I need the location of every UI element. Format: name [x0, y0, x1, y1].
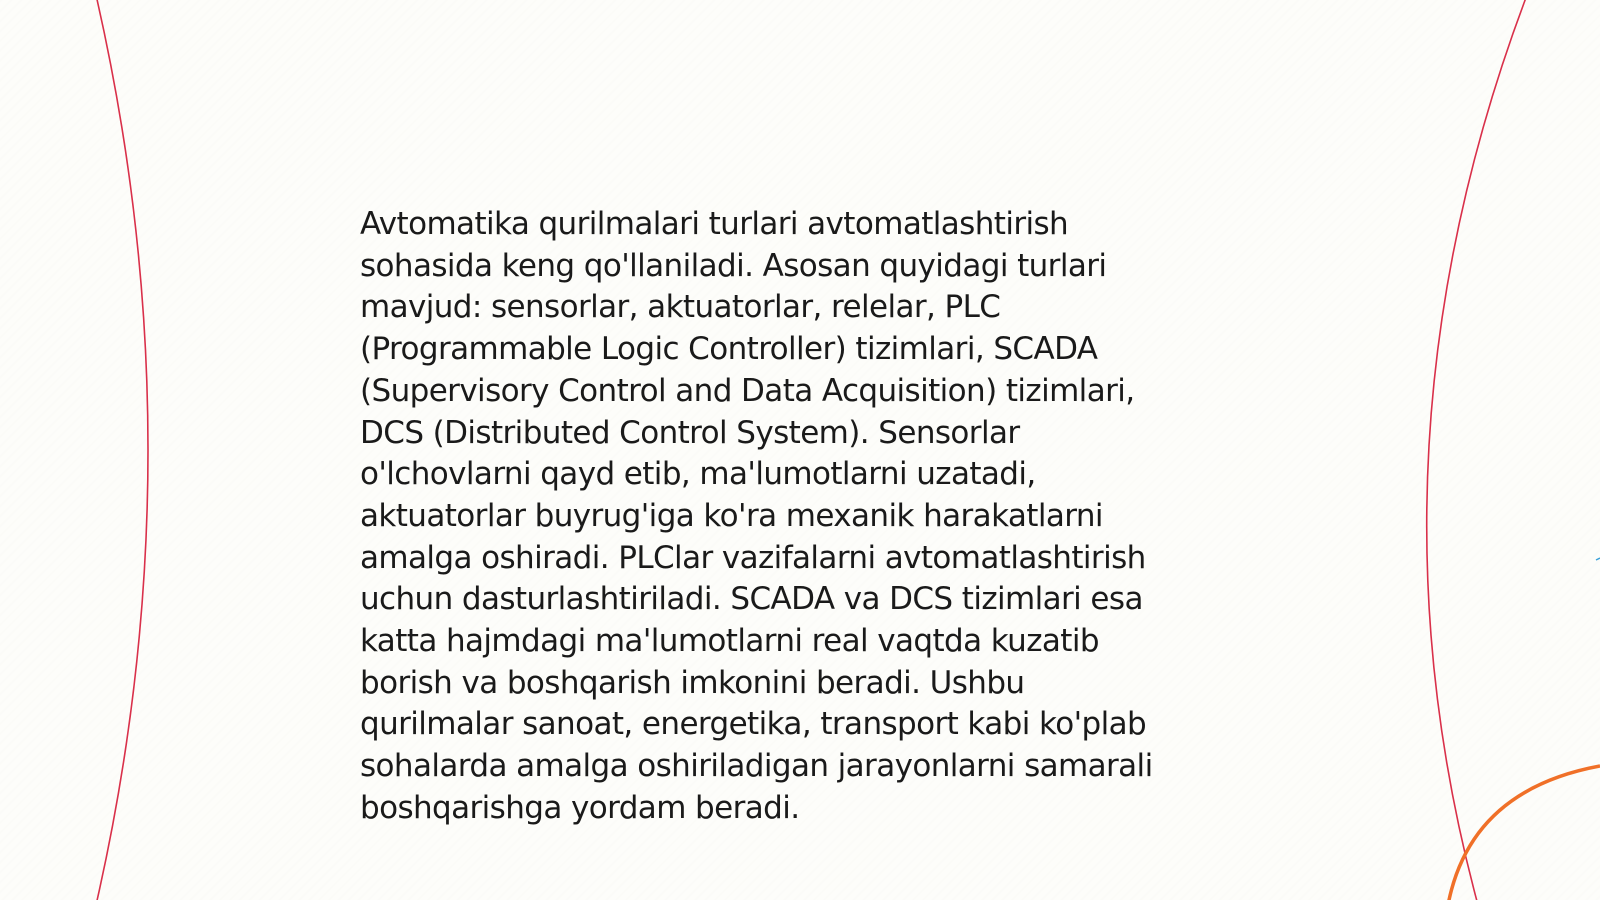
blue-accent-mark: [1596, 558, 1600, 560]
slide-body-text: Avtomatika qurilmalari turlari avtomatlashtirish sohasida keng qo'llaniladi. Asosan quyidagi turlari mavjud: sensorlar, aktuatorlar, relelar, PLC (Programmable Logic Controller) tizimlari, SCADA (Supervisory Control and Data Acquisition) tizimlari, DCS (Distributed Control System). Sensorlar o'lchovlarni qayd etib, ma'lumotlarni uzatadi, aktuatorlar buyrug'iga ko'ra mexanik harakatlarni amalga oshiradi. PLClar vazifalarni avtomatlashtirish uchun dasturlashtiriladi. SCADA va DCS tizimlari esa katta hajmdagi ma'lumotlarni real vaqtda kuzatib borish va boshqarish imkonini beradi. Ushbu qurilmalar sanoat, energetika, transport kabi ko'plab sohalarda amalga oshiriladigan jarayonlarni samarali boshqarishga yordam beradi.: [360, 206, 1153, 826]
left-curve-line: [96, 0, 148, 900]
right-curve-line: [1427, 0, 1527, 900]
